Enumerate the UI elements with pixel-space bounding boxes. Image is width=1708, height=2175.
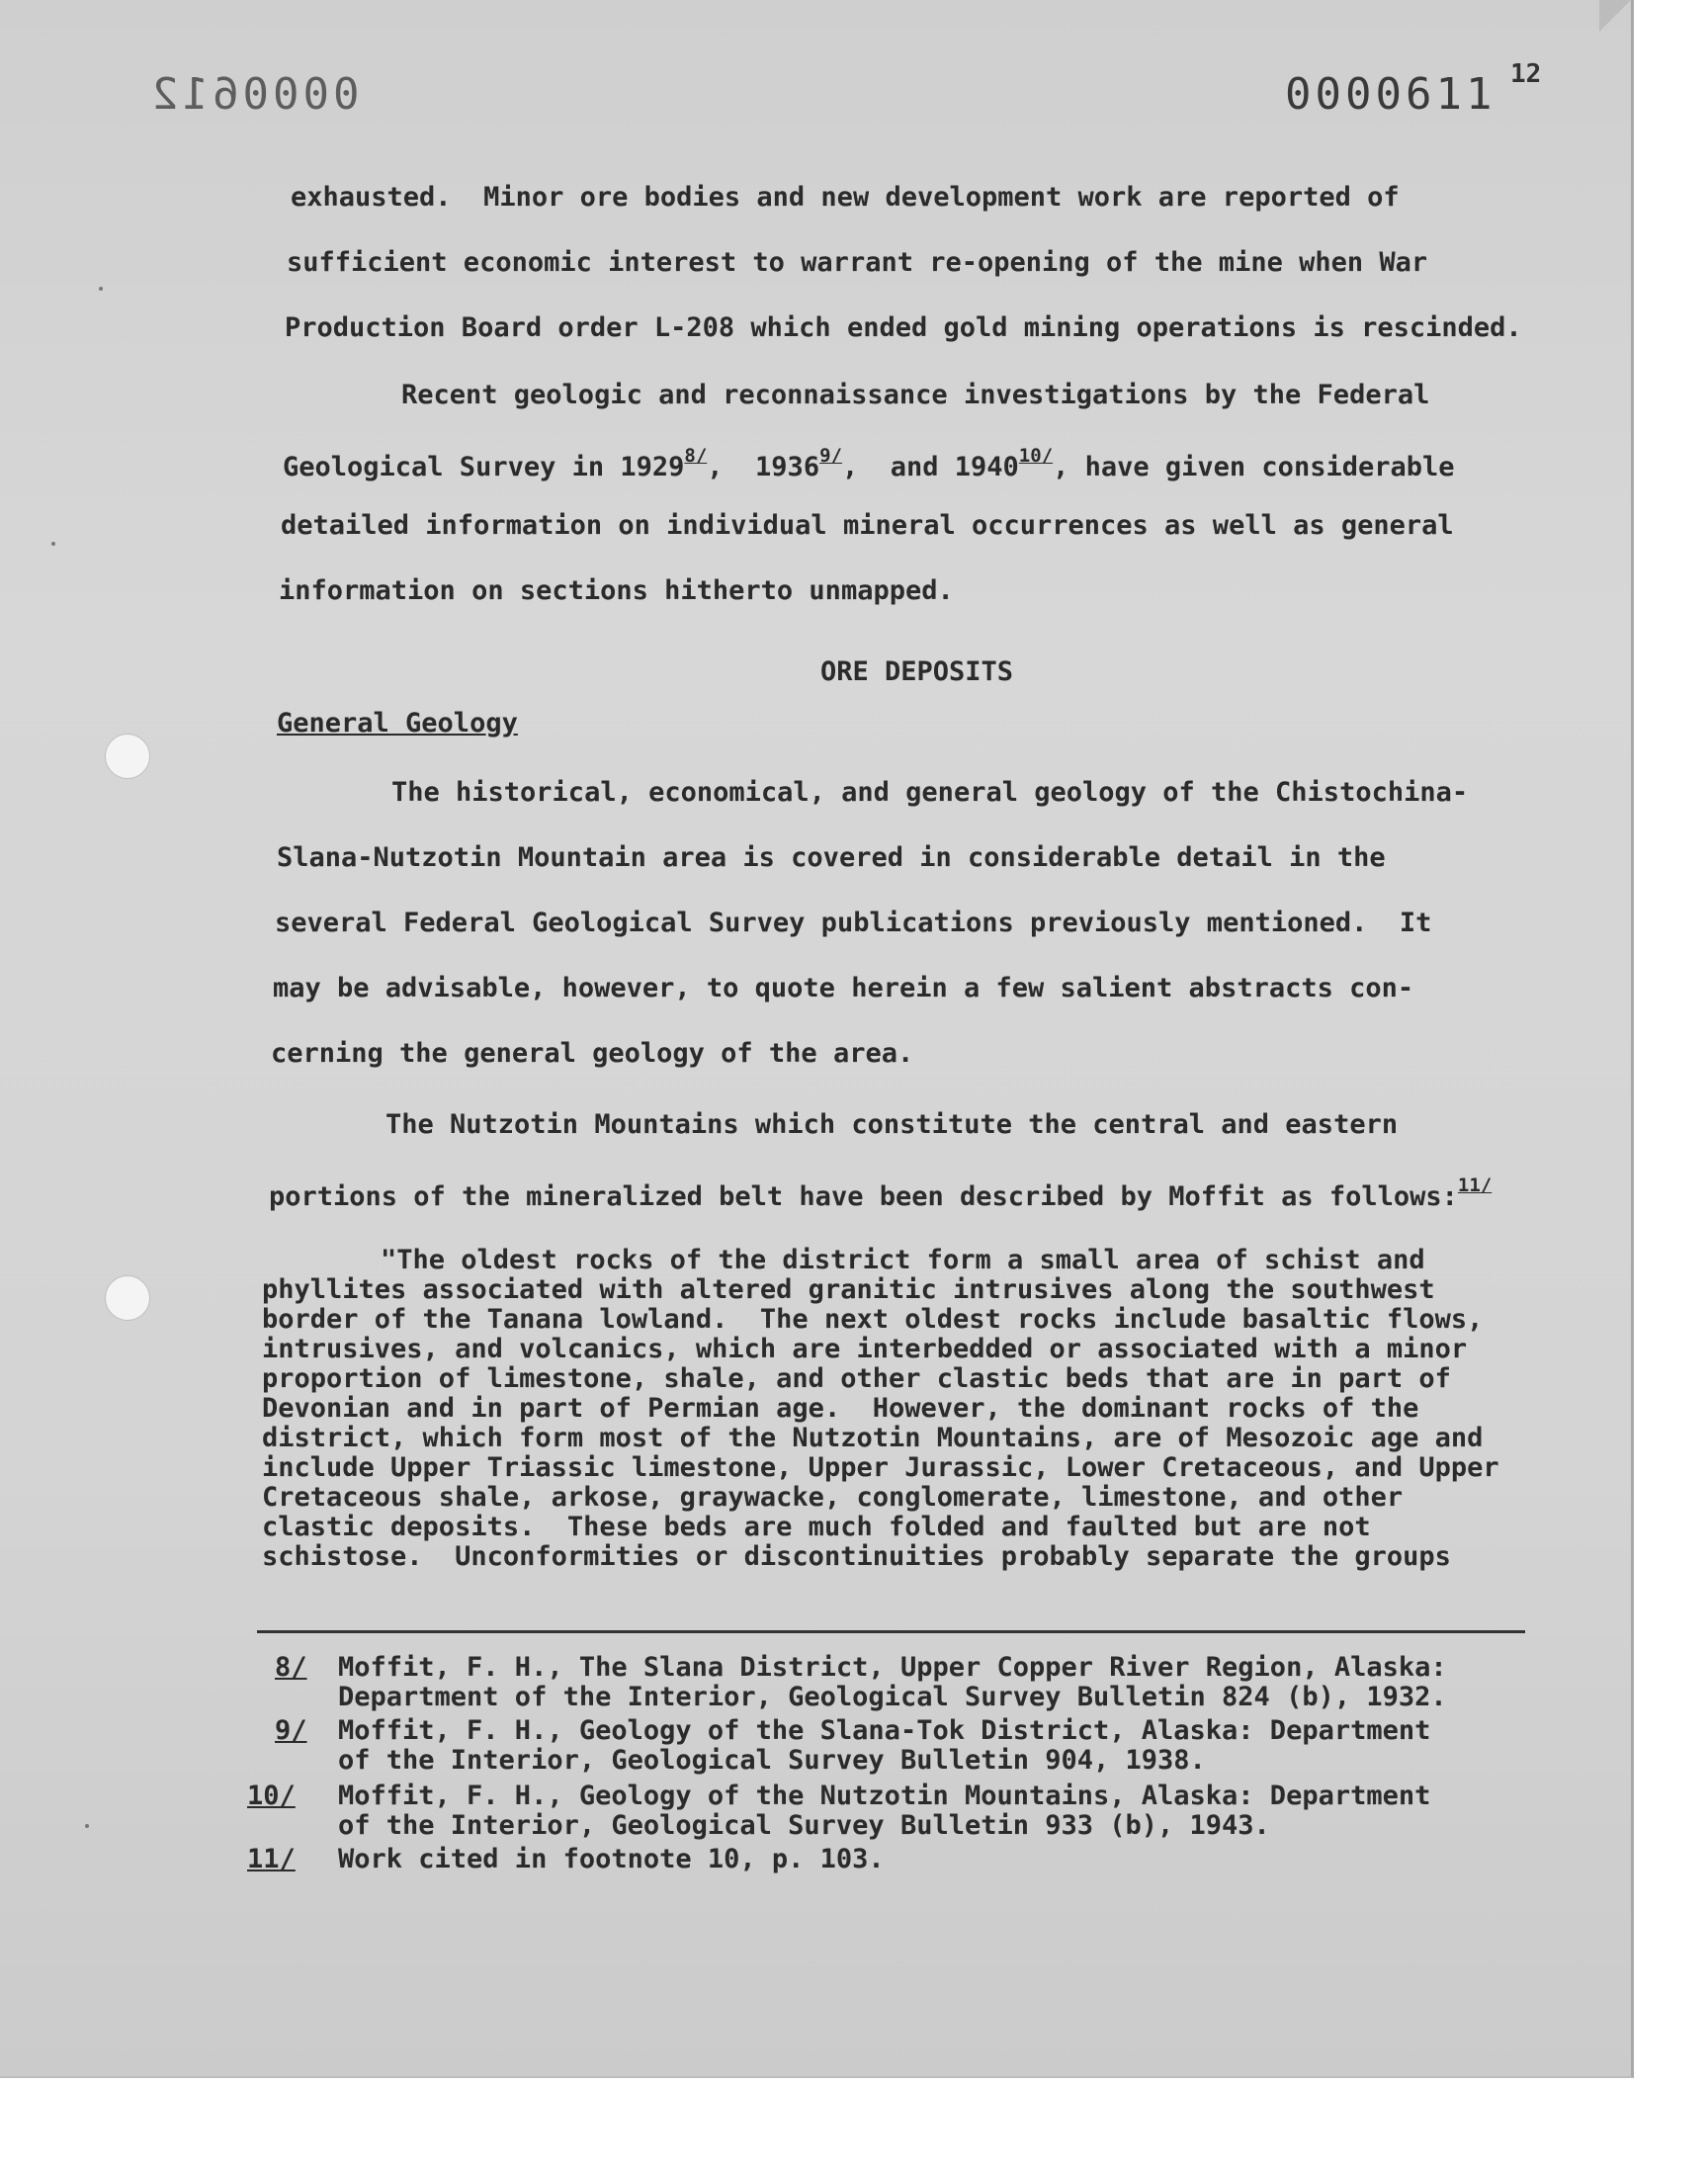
quote-line: schistose. Unconformities or discontinuities probably separate the groups	[262, 1541, 1451, 1572]
footnote-text: Moffit, F. H., Geology of the Slana-Tok District, Alaska: Department of the Interior, Geological Survey Bulletin 904, 1938.	[338, 1715, 1431, 1776]
quote-line: district, which form most of the Nutzotin Mountains, are of Mesozoic age and	[262, 1423, 1484, 1453]
quote-line: phyllites associated with altered granitic intrusives along the southwest	[262, 1274, 1435, 1305]
text-line: Production Board order L-208 which ended gold mining operations is rescinded.	[285, 312, 1522, 343]
text-segment: , have given considerable	[1053, 452, 1455, 482]
subheading-general-geology: General Geology	[277, 708, 518, 739]
text-segment: portions of the mineralized belt have been described by Moffit as follows:	[269, 1181, 1458, 1212]
bleed-through-stamp: 0000612	[148, 69, 360, 120]
quote-line: Cretaceous shale, arkose, graywacke, conglomerate, limestone, and other	[262, 1482, 1404, 1513]
footnote-ref-11: 11/	[1457, 1174, 1493, 1196]
text-line: several Federal Geological Survey publications previously mentioned. It	[275, 908, 1432, 938]
text-line: cerning the general geology of the area.	[271, 1038, 914, 1069]
section-heading: ORE DEPOSITS	[820, 656, 1014, 687]
text-line: Slana-Nutzotin Mountain area is covered in considerable detail in the	[277, 842, 1386, 873]
quote-line: include Upper Triassic limestone, Upper Jurassic, Lower Cretaceous, and Upper	[262, 1452, 1499, 1483]
text-line: sufficient economic interest to warrant re-opening of the mine when War	[287, 247, 1428, 278]
text-line: Recent geologic and reconnaissance investigations by the Federal	[401, 380, 1430, 410]
text-segment: , 1936	[707, 452, 820, 482]
quote-line: intrusives, and volcanics, which are interbedded or associated with a minor	[262, 1334, 1468, 1364]
quote-line: border of the Tanana lowland. The next oldest rocks include basaltic flows,	[262, 1304, 1484, 1335]
text-segment: Geological Survey in 1929	[283, 452, 685, 482]
quote-line: proportion of limestone, shale, and other clastic beds that are in part of	[262, 1363, 1451, 1394]
punch-hole-upper	[105, 734, 150, 779]
text-line: may be advisable, however, to quote herein a few salient abstracts con-	[273, 973, 1414, 1003]
footnote-text: Moffit, F. H., The Slana District, Upper Copper River Region, Alaska: Department of the Interior, Geological Survey Bulletin 824 (b), 1932.	[338, 1652, 1447, 1712]
footnote-ref-8: 8/	[684, 445, 708, 467]
punch-hole-lower	[105, 1275, 150, 1321]
quote-line: "The oldest rocks of the district form a small area of schist and	[381, 1245, 1425, 1275]
speck	[51, 542, 55, 546]
footnote-text: Work cited in footnote 10, p. 103.	[338, 1844, 885, 1874]
footnote-ref-9: 9/	[819, 445, 842, 467]
text-line-with-footnotes	[283, 445, 1455, 482]
footnote-separator	[257, 1630, 1525, 1633]
document-stamp-number: 0000611	[1285, 69, 1496, 120]
text-line: detailed information on individual mineral occurrences as well as general	[281, 510, 1454, 541]
text-segment: , and 1940	[841, 452, 1019, 482]
footnote-ref-10: 10/	[1018, 445, 1054, 467]
speck	[85, 1824, 89, 1828]
speck	[99, 287, 103, 291]
quote-line: Devonian and in part of Permian age. However, the dominant rocks of the	[262, 1393, 1419, 1424]
footnote-mark: 10/	[247, 1781, 296, 1811]
text-line: The historical, economical, and general geology of the Chistochina-	[391, 777, 1469, 808]
footnote-mark: 8/	[275, 1652, 307, 1683]
page-corner-fold	[1599, 0, 1631, 32]
page-number: 12	[1510, 59, 1542, 89]
quote-line: clastic deposits. These beds are much folded and faulted but are not	[262, 1512, 1371, 1542]
footnote-text: Moffit, F. H., Geology of the Nutzotin Mountains, Alaska: Department of the Interior, Geological Survey Bulletin 933 (b), 1943.	[338, 1781, 1431, 1841]
footnote-mark: 9/	[275, 1715, 307, 1746]
text-line: The Nutzotin Mountains which constitute the central and eastern	[385, 1109, 1399, 1140]
text-line-with-footnote	[269, 1174, 1492, 1212]
text-line: information on sections hitherto unmapped.	[279, 575, 954, 606]
footnote-mark: 11/	[247, 1844, 296, 1874]
text-line: exhausted. Minor ore bodies and new development work are reported of	[291, 182, 1400, 213]
